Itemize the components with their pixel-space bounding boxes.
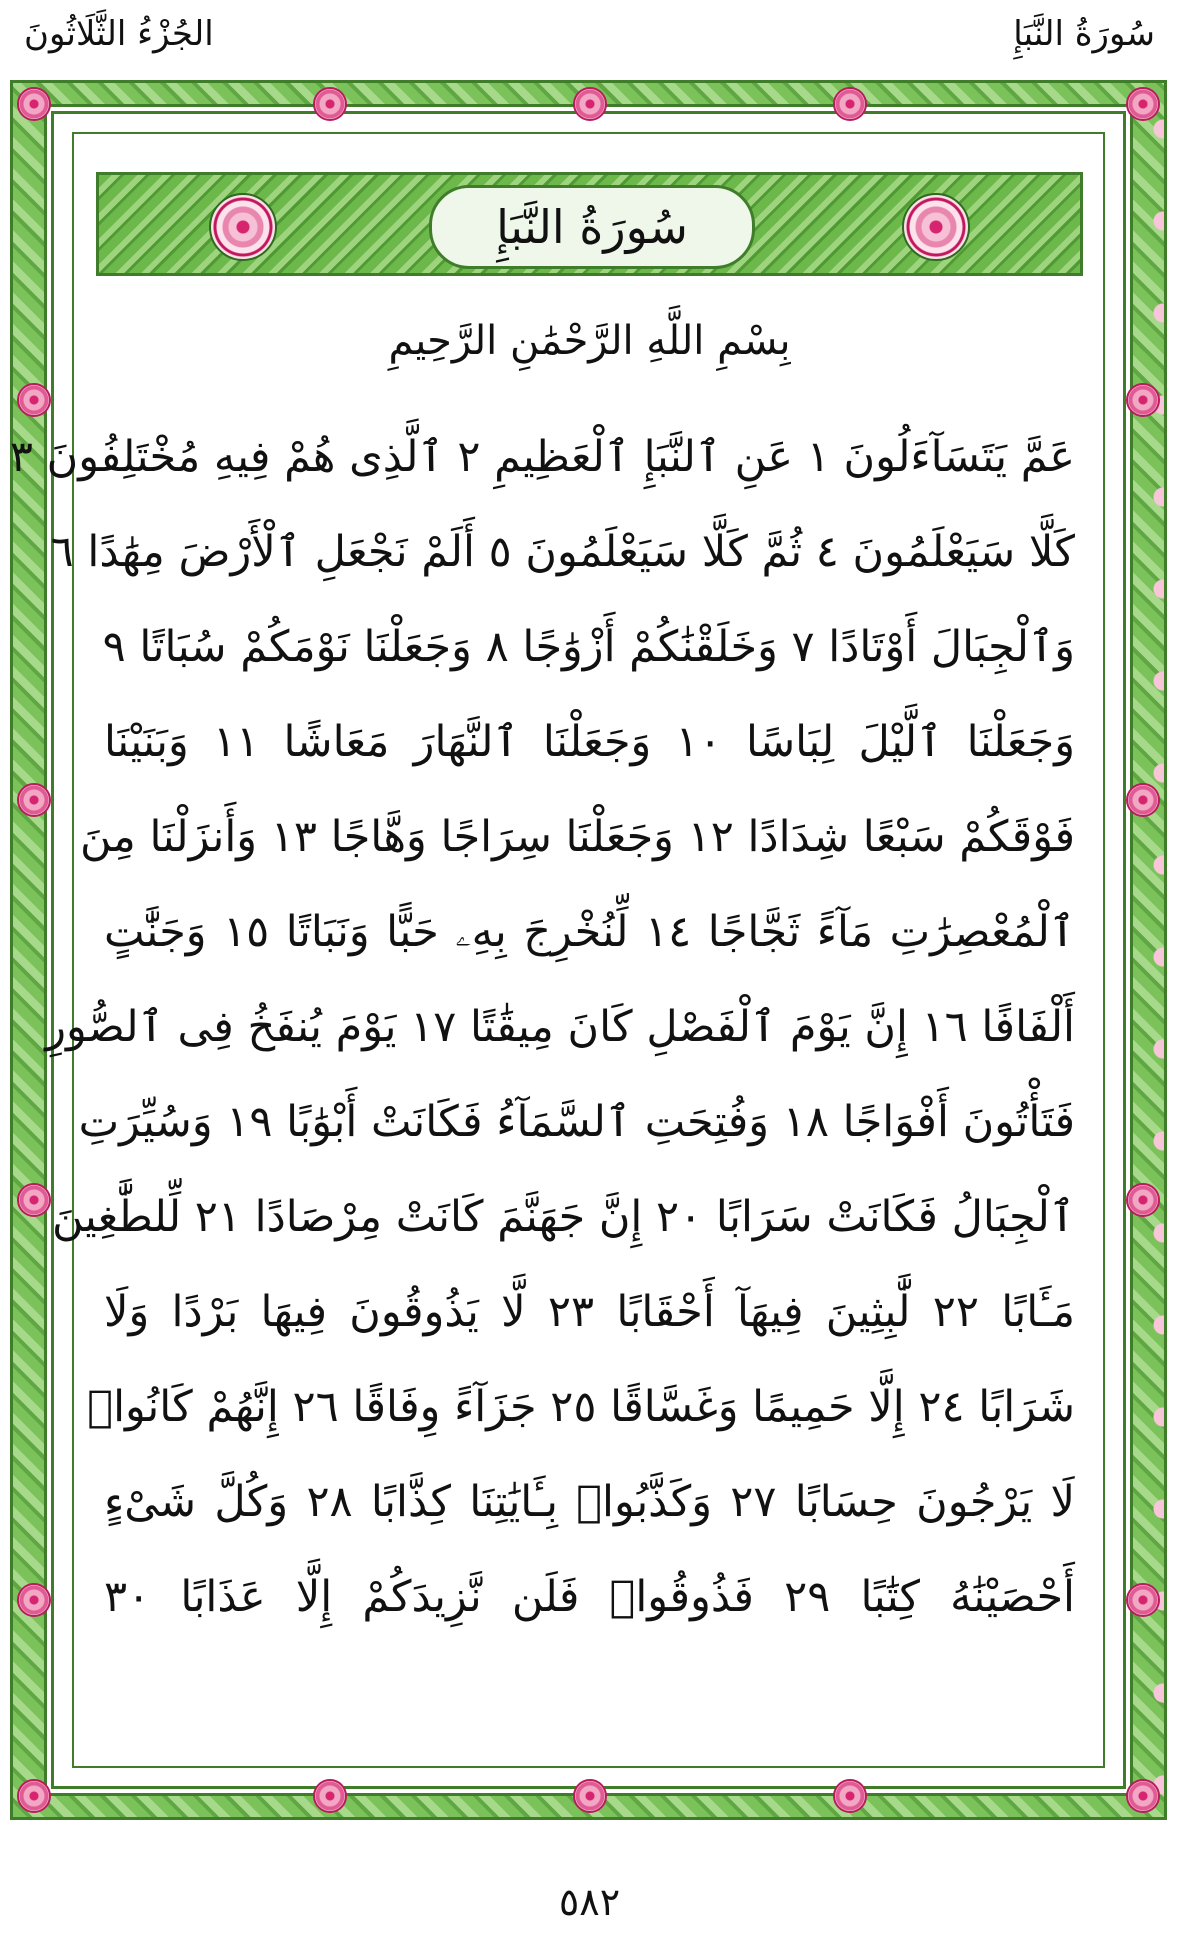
corner-rosette-icon [1126,87,1160,121]
verse-block [9,410,1076,1645]
verse-line: ٱلْمُعْصِرَٰتِ مَآءً ثَجَّاجًا ١٤ لِّنُخْرِجَ بِهِۦ حَبًّا وَنَبَاتًا ١٥ وَجَنَّٰتٍ [104,907,1076,957]
corner-rosette-icon [17,87,51,121]
page-number: ٥٨٢ [558,1880,621,1924]
bottom-rosette-icon [313,1779,347,1813]
verse-line: أَلْفَافًا ١٦ إِنَّ يَوْمَ ٱلْفَصْلِ كَانَ مِيقَٰتًا ١٧ يَوْمَ يُنفَخُ فِى ٱلصُّورِ [45,1002,1075,1052]
top-rosette-icon [833,87,867,121]
verse-line: فَتَأْتُونَ أَفْوَاجًا ١٨ وَفُتِحَتِ ٱلسَّمَآءُ فَكَانَتْ أَبْوَٰبًا ١٩ وَسُيِّرَتِ [78,1097,1075,1147]
corner-rosette-icon [1126,1779,1160,1813]
juz-label: الجُزْءُ الثَّلَاثُونَ [24,14,214,54]
corner-rosette-icon [17,1779,51,1813]
surah-title-banner [96,172,1083,276]
verse-line: أَحْصَيْنَٰهُ كِتَٰبًا ٢٩ فَذُوقُوا۟ فَلَن نَّزِيدَكُمْ إِلَّا عَذَابًا ٣٠ [104,1572,1075,1622]
verse-line: وَجَعَلْنَا ٱلَّيْلَ لِبَاسًا ١٠ وَجَعَلْنَا ٱلنَّهَارَ مَعَاشًا ١١ وَبَنَيْنَا [104,717,1075,767]
top-rosette-icon [313,87,347,121]
verse-line: مَـَٔابًا ٢٢ لَّٰبِثِينَ فِيهَآ أَحْقَابًا ٢٣ لَّا يَذُوقُونَ فِيهَا بَرْدًا وَلَا [104,1287,1075,1337]
side-rosette-icon [1126,383,1160,417]
side-rosette-icon [17,1583,51,1617]
flower-medallion-icon [902,193,970,261]
verse-line: فَوْقَكُمْ سَبْعًا شِدَادًا ١٢ وَجَعَلْنَا سِرَاجًا وَهَّاجًا ١٣ وَأَنزَلْنَا مِنَ [80,812,1075,862]
side-rosette-icon [1126,1183,1160,1217]
side-rosette-icon [1126,1583,1160,1617]
side-rosette-icon [17,1183,51,1217]
bottom-rosette-icon [833,1779,867,1813]
verse-line: شَرَابًا ٢٤ إِلَّا حَمِيمًا وَغَسَّاقًا ٢٥ جَزَآءً وِفَاقًا ٢٦ إِنَّهُمْ كَانُوا۟ [87,1382,1075,1432]
side-rosette-icon [17,783,51,817]
page-header [0,0,1179,78]
bismillah: بِسْمِ اللَّهِ الرَّحْمَٰنِ الرَّحِيمِ [388,318,791,364]
verse-line: عَمَّ يَتَسَآءَلُونَ ١ عَنِ ٱلنَّبَإِ ٱلْعَظِيمِ ٢ ٱلَّذِى هُمْ فِيهِ مُخْتَلِفُونَ ٣ [9,432,1075,482]
top-rosette-icon [573,87,607,121]
verse-line: وَٱلْجِبَالَ أَوْتَادًا ٧ وَخَلَقْنَٰكُمْ أَزْوَٰجًا ٨ وَجَعَلْنَا نَوْمَكُمْ سُبَاتًا ٩ [102,622,1075,672]
verse-line: لَا يَرْجُونَ حِسَابًا ٢٧ وَكَذَّبُوا۟ بِـَٔايَٰتِنَا كِذَّابًا ٢٨ وَكُلَّ شَىْءٍ [104,1477,1075,1527]
verse-line: ٱلْجِبَالُ فَكَانَتْ سَرَابًا ٢٠ إِنَّ جَهَنَّمَ كَانَتْ مِرْصَادًا ٢١ لِّلطَّٰغِينَ [52,1192,1075,1242]
verse-line: كَلَّا سَيَعْلَمُونَ ٤ ثُمَّ كَلَّا سَيَعْلَمُونَ ٥ أَلَمْ نَجْعَلِ ٱلْأَرْضَ مِهَٰدًا ٦ [50,527,1075,577]
bottom-rosette-icon [573,1779,607,1813]
surah-title: سُورَةُ النَّبَإِ [496,200,688,254]
surah-header-label: سُورَةُ النَّبَإِ [1013,14,1155,54]
flower-medallion-icon [209,193,277,261]
title-cartouche [429,185,755,269]
side-rosette-icon [1126,783,1160,817]
